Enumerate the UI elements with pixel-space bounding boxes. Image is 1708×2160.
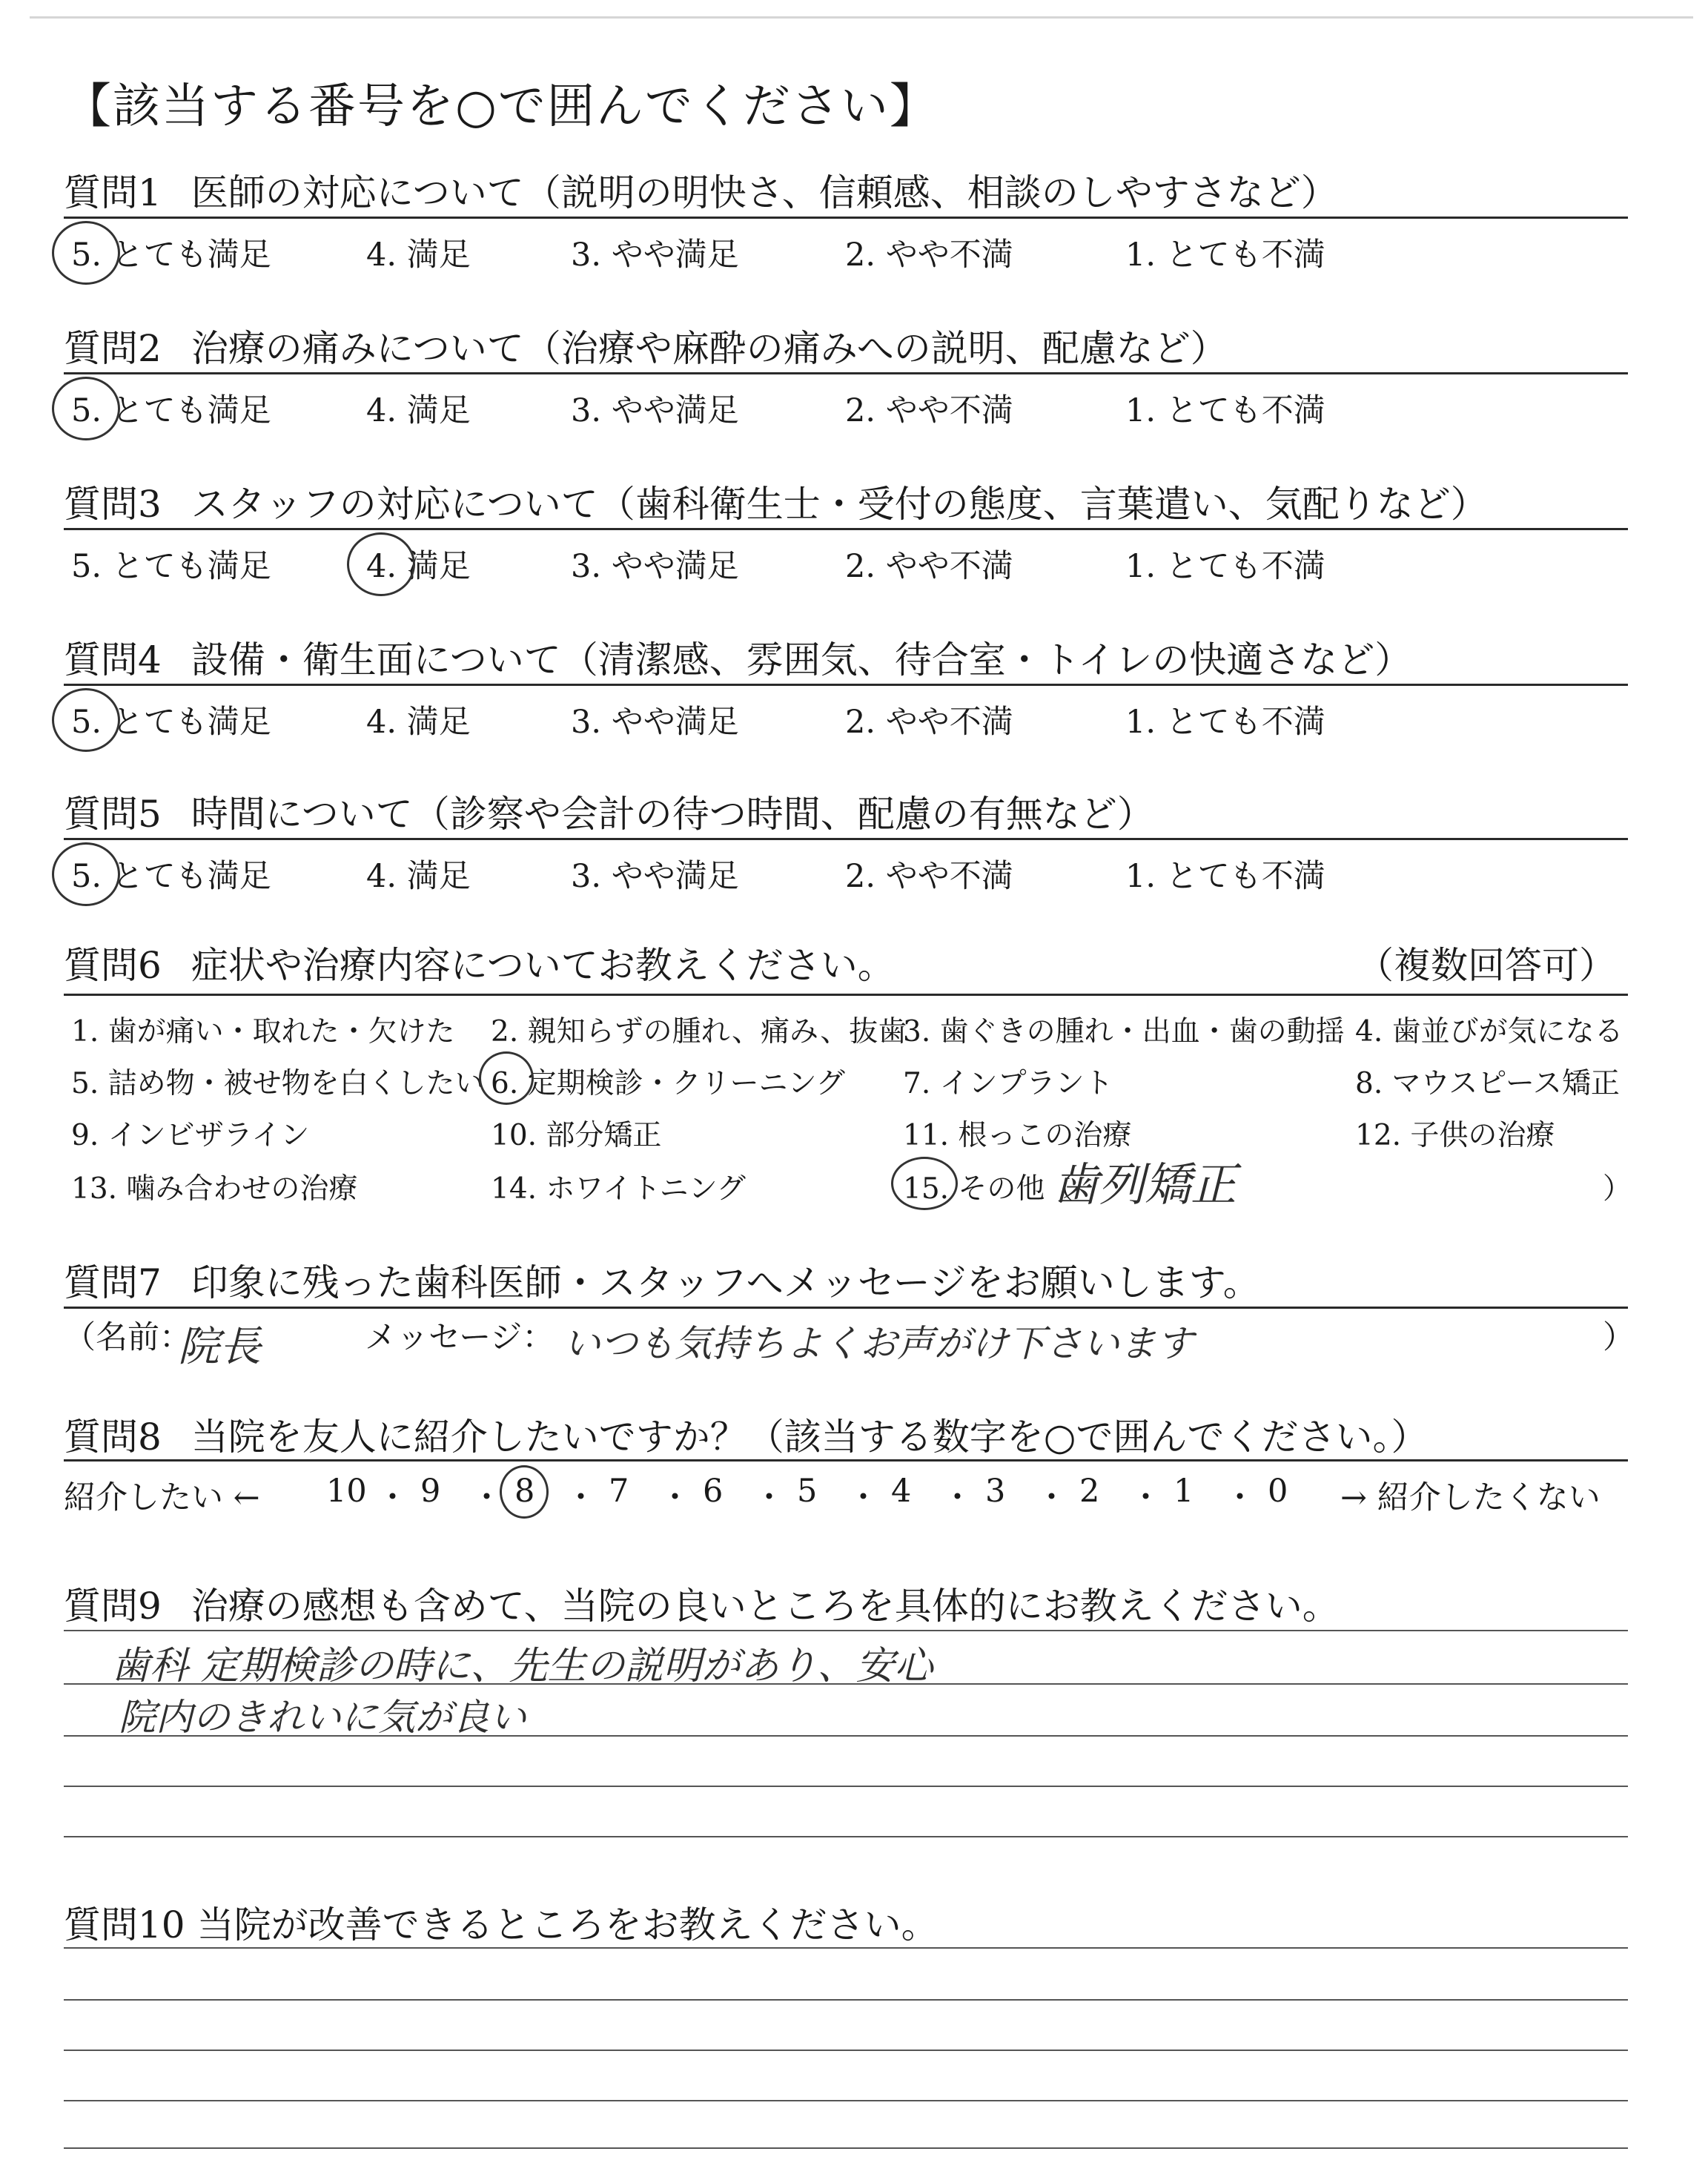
q6-option[interactable]: 7. インプラント: [903, 1067, 1113, 1100]
q7-name-label: （名前：: [64, 1319, 191, 1356]
q3-option[interactable]: 2. やや不満: [845, 548, 1013, 585]
q4-text: 設備・衛生面について（清潔感、雰囲気、待合室・トイレの快適さなど）: [191, 638, 1412, 681]
q1-option[interactable]: 5. とても満足: [71, 237, 271, 274]
q3-rule: [64, 528, 1628, 530]
q6-option[interactable]: 1. 歯が痛い・取れた・欠けた: [71, 1015, 455, 1048]
q2-text: 治療の痛みについて（治療や麻酔の痛みへの説明、配慮など）: [191, 327, 1228, 370]
q4-option[interactable]: 3. やや満足: [571, 704, 739, 741]
selection-circle: [500, 1465, 549, 1519]
q6-text: 症状や治療内容についてお教えください。: [191, 944, 895, 987]
page-top-border: [30, 16, 1693, 19]
q10-line: [64, 2147, 1628, 2149]
q8-scale-number[interactable]: 1: [1174, 1473, 1194, 1510]
q1-text: 医師の対応について（説明の明快さ、信頼感、相談のしやすさなど）: [191, 171, 1338, 214]
instruction-title: 【該当する番号を○で囲んでください】: [64, 79, 939, 134]
q6-option[interactable]: 4. 歯並びが気になる: [1355, 1015, 1623, 1048]
q8-scale-number[interactable]: 8: [514, 1473, 535, 1510]
q5-option[interactable]: 1. とても不満: [1125, 858, 1325, 895]
q7-message-label: メッセージ：: [365, 1319, 555, 1356]
q5-option[interactable]: 5. とても満足: [71, 858, 271, 895]
q9-line: [64, 1630, 1628, 1631]
q6-other-close: ）: [1603, 1172, 1632, 1206]
q7-close-paren: ）: [1603, 1319, 1635, 1356]
q8-label: 質問8: [64, 1416, 162, 1459]
q8-left-label: 紹介したい ←: [64, 1479, 260, 1516]
q8-scale-number[interactable]: 4: [891, 1473, 912, 1510]
q9-handwritten-line-2: 院内のきれいに気が良い: [119, 1696, 526, 1739]
selection-circle: [479, 1051, 534, 1105]
q8-rule: [64, 1459, 1628, 1462]
q3-option[interactable]: 1. とても不満: [1125, 548, 1325, 585]
q7-message-value: いつも気持ちよくお声がけ下さいます: [563, 1322, 1194, 1365]
q4-option[interactable]: 1. とても不満: [1125, 704, 1325, 741]
q2-option[interactable]: 3. やや満足: [571, 392, 739, 429]
q6-option[interactable]: 15. その他（: [903, 1172, 1074, 1206]
q8-scale-separator: ・: [1224, 1479, 1256, 1516]
q1-label: 質問1: [64, 171, 162, 214]
q6-option[interactable]: 13. 噛み合わせの治療: [71, 1172, 358, 1206]
q5-option[interactable]: 4. 満足: [366, 858, 471, 895]
q10-line: [64, 2100, 1628, 2101]
q6-option[interactable]: 11. 根っこの治療: [903, 1119, 1132, 1152]
q8-scale-separator: ・: [1130, 1479, 1162, 1516]
q8-scale-number[interactable]: 2: [1079, 1473, 1100, 1510]
q3-label: 質問3: [64, 483, 162, 526]
q1-heading: [64, 163, 1338, 217]
q3-text: スタッフの対応について（歯科衛生士・受付の態度、言葉遣い、気配りなど）: [191, 483, 1488, 526]
q4-option[interactable]: 2. やや不満: [845, 704, 1013, 741]
q6-option[interactable]: 8. マウスピース矯正: [1355, 1067, 1620, 1100]
q6-other-handwritten: 歯列矯正: [1053, 1157, 1237, 1212]
q10-line: [64, 2050, 1628, 2051]
q8-scale-separator: ・: [753, 1479, 785, 1516]
q5-heading: [64, 785, 1154, 838]
q4-heading: [64, 630, 1411, 684]
q9-label: 質問9: [64, 1585, 162, 1628]
q2-label: 質問2: [64, 327, 162, 370]
q6-heading: [64, 936, 895, 989]
selection-circle: [52, 842, 120, 906]
q10-line: [64, 1999, 1628, 2001]
q9-text: 治療の感想も含めて、当院の良いところを具体的にお教えください。: [191, 1585, 1340, 1628]
q8-scale-number[interactable]: 7: [609, 1473, 629, 1510]
q9-heading: [64, 1576, 1340, 1630]
q2-option[interactable]: 4. 満足: [366, 392, 471, 429]
selection-circle: [52, 377, 120, 440]
q8-scale-number[interactable]: 0: [1268, 1473, 1288, 1510]
q8-scale-number[interactable]: 3: [985, 1473, 1006, 1510]
q2-rule: [64, 372, 1628, 374]
q10-heading: [64, 1895, 939, 1949]
q3-option[interactable]: 5. とても満足: [71, 548, 271, 585]
q1-option[interactable]: 4. 満足: [366, 237, 471, 274]
q8-scale-separator: ・: [847, 1479, 879, 1516]
q5-option[interactable]: 2. やや不満: [845, 858, 1013, 895]
q7-heading: [64, 1253, 1260, 1307]
q8-scale-separator: ・: [471, 1479, 503, 1516]
q6-option[interactable]: 5. 詰め物・被せ物を白くしたい: [71, 1067, 484, 1100]
q7-text: 印象に残った歯科医師・スタッフへメッセージをお願いします。: [191, 1261, 1260, 1304]
q8-scale-separator: ・: [377, 1479, 408, 1516]
q7-rule: [64, 1307, 1628, 1309]
selection-circle: [347, 532, 415, 596]
q6-option[interactable]: 12. 子供の治療: [1355, 1119, 1555, 1152]
q9-line: [64, 1836, 1628, 1837]
q6-rule: [64, 994, 1628, 996]
q7-label: 質問7: [64, 1261, 162, 1304]
q1-option[interactable]: 2. やや不満: [845, 237, 1013, 274]
q4-rule: [64, 684, 1628, 686]
q2-option[interactable]: 1. とても不満: [1125, 392, 1325, 429]
q1-option[interactable]: 1. とても不満: [1125, 237, 1325, 274]
q8-scale-number[interactable]: 6: [703, 1473, 724, 1510]
selection-circle: [891, 1157, 958, 1210]
q5-label: 質問5: [64, 793, 162, 836]
q6-note: （複数回答可）: [1357, 944, 1616, 987]
q4-label: 質問4: [64, 638, 162, 681]
q10-line: [64, 1947, 1628, 1949]
q5-option[interactable]: 3. やや満足: [571, 858, 739, 895]
q2-option[interactable]: 5. とても満足: [71, 392, 271, 429]
q2-option[interactable]: 2. やや不満: [845, 392, 1013, 429]
q3-option[interactable]: 3. やや満足: [571, 548, 739, 585]
q6-option[interactable]: 9. インビザライン: [71, 1119, 310, 1152]
selection-circle: [52, 688, 120, 752]
q8-scale-number[interactable]: 10: [326, 1473, 367, 1510]
q8-scale-number[interactable]: 9: [420, 1473, 441, 1510]
q3-heading: [64, 475, 1488, 528]
q8-scale-separator: ・: [565, 1479, 597, 1516]
q8-scale-separator: ・: [941, 1479, 973, 1516]
q7-name-value: 院長: [178, 1323, 261, 1371]
q6-label: 質問6: [64, 944, 162, 987]
q6-option[interactable]: 6. 定期検診・クリーニング: [491, 1067, 845, 1100]
q6-option[interactable]: 10. 部分矯正: [491, 1119, 662, 1152]
q8-scale-separator: ・: [1036, 1479, 1068, 1516]
q5-rule: [64, 838, 1628, 840]
q5-text: 時間について（診察や会計の待つ時間、配慮の有無など）: [191, 793, 1154, 836]
q8-scale-separator: ・: [659, 1479, 691, 1516]
q6-option[interactable]: 14. ホワイトニング: [491, 1172, 746, 1206]
q10-label: 質問10: [64, 1903, 185, 1946]
q8-right-label: → 紹介したくない: [1340, 1479, 1601, 1516]
q1-rule: [64, 217, 1628, 219]
q8-heading: [64, 1407, 1428, 1461]
q8-text: 当院を友人に紹介したいですか？（該当する数字を○で囲んでください。）: [191, 1416, 1429, 1459]
q9-line: [64, 1786, 1628, 1787]
selection-circle: [52, 221, 120, 285]
q6-option[interactable]: 2. 親知らずの腫れ、痛み、抜歯: [491, 1015, 907, 1048]
q8-scale-number[interactable]: 5: [797, 1473, 818, 1510]
q3-option[interactable]: 4. 満足: [366, 548, 471, 585]
q2-heading: [64, 319, 1228, 372]
q4-option[interactable]: 5. とても満足: [71, 704, 271, 741]
q9-handwritten-line-1: 歯科 定期検診の時に、先生の説明があり、安心: [111, 1644, 933, 1688]
q10-text: 当院が改善できるところをお教えください。: [196, 1903, 939, 1946]
q4-option[interactable]: 4. 満足: [366, 704, 471, 741]
q6-option[interactable]: 3. 歯ぐきの腫れ・出血・歯の動揺: [903, 1015, 1345, 1048]
q1-option[interactable]: 3. やや満足: [571, 237, 739, 274]
